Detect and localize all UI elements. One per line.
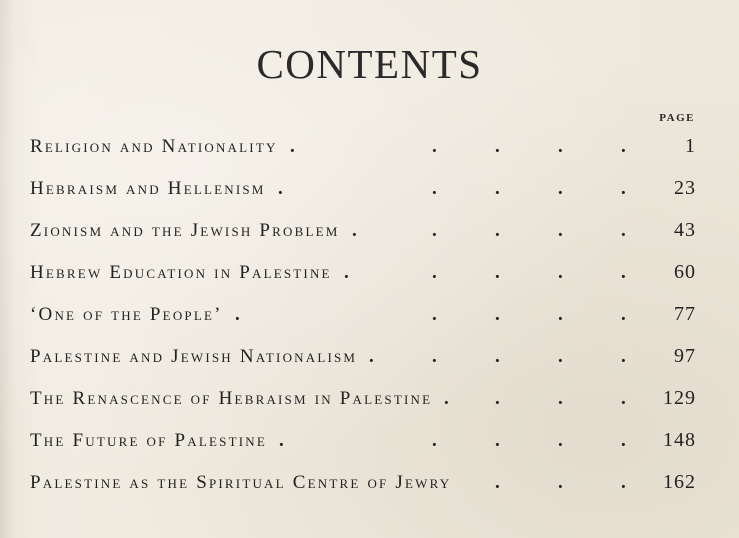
leader-dot: . <box>290 136 295 157</box>
leader-dot: . <box>558 472 563 493</box>
leader-dot: . <box>352 220 357 241</box>
toc-entry-page: 162 <box>663 471 696 493</box>
leader-dot: . <box>432 136 437 157</box>
toc-entry-page: 60 <box>674 261 696 283</box>
leader-dot: . <box>558 178 563 199</box>
toc-entry-page: 1 <box>685 135 696 157</box>
leader-dot: . <box>495 304 500 325</box>
toc-entry-title: The Future of Palestine <box>30 430 267 451</box>
toc-entry-page: 129 <box>663 387 696 409</box>
leader-dot: . <box>495 178 500 199</box>
leader-dot: . <box>621 262 626 283</box>
leader-dot: . <box>558 136 563 157</box>
toc-entry-title: The Renascence of Hebraism in Palestine <box>30 388 433 409</box>
table-of-contents <box>30 124 696 502</box>
toc-entry <box>30 292 696 334</box>
leader-dot: . <box>621 178 626 199</box>
leader-dot: . <box>558 388 563 409</box>
leader-dot: . <box>495 136 500 157</box>
leader-dot: . <box>495 346 500 367</box>
leader-dot: . <box>621 220 626 241</box>
toc-entry <box>30 376 696 418</box>
leader-dot: . <box>495 220 500 241</box>
leader-dot: . <box>278 178 283 199</box>
toc-entry <box>30 460 696 502</box>
toc-entry-title: Hebrew Education in Palestine <box>30 262 332 283</box>
leader-dot: . <box>495 262 500 283</box>
leader-dot: . <box>432 430 437 451</box>
leader-dot: . <box>369 346 374 367</box>
leader-dot: . <box>621 136 626 157</box>
page-column-label: PAGE <box>659 112 695 124</box>
toc-entry-title: Palestine as the Spiritual Centre of Jewry <box>30 472 452 493</box>
toc-entry-page: 23 <box>674 177 696 199</box>
toc-entry-title: Religion and Nationality <box>30 136 278 157</box>
toc-entry-title: Hebraism and Hellenism <box>30 178 266 199</box>
leader-dot: . <box>558 346 563 367</box>
leader-dot: . <box>432 220 437 241</box>
toc-entry <box>30 334 696 376</box>
leader-dot: . <box>558 220 563 241</box>
leader-dot: . <box>279 430 284 451</box>
leader-dot: . <box>495 430 500 451</box>
page-title: CONTENTS <box>256 41 483 87</box>
toc-entry-title: Palestine and Jewish Nationalism <box>30 346 358 367</box>
toc-entry-page: 77 <box>674 303 696 325</box>
leader-dot: . <box>558 304 563 325</box>
toc-entry-page: 97 <box>674 345 696 367</box>
leader-dot: . <box>558 262 563 283</box>
leader-dot: . <box>444 388 449 409</box>
leader-dot: . <box>621 304 626 325</box>
leader-dot: . <box>558 430 563 451</box>
leader-dot: . <box>432 304 437 325</box>
leader-dot: . <box>432 178 437 199</box>
toc-entry <box>30 124 696 166</box>
leader-dot: . <box>432 262 437 283</box>
leader-dot: . <box>621 430 626 451</box>
leader-dot: . <box>495 388 500 409</box>
toc-entry-title: ‘One of the People’ <box>30 304 223 325</box>
leader-dot: . <box>432 346 437 367</box>
leader-dot: . <box>495 472 500 493</box>
leader-dot: . <box>235 304 240 325</box>
toc-entry-page: 43 <box>674 219 696 241</box>
leader-dot: . <box>621 346 626 367</box>
toc-entry <box>30 418 696 460</box>
toc-entry-page: 148 <box>663 429 696 451</box>
toc-entry <box>30 250 696 292</box>
leader-dot: . <box>621 472 626 493</box>
toc-entry-title: Zionism and the Jewish Problem <box>30 220 340 241</box>
leader-dot: . <box>344 262 349 283</box>
leader-dot: . <box>621 388 626 409</box>
toc-entry <box>30 166 696 208</box>
toc-entry <box>30 208 696 250</box>
